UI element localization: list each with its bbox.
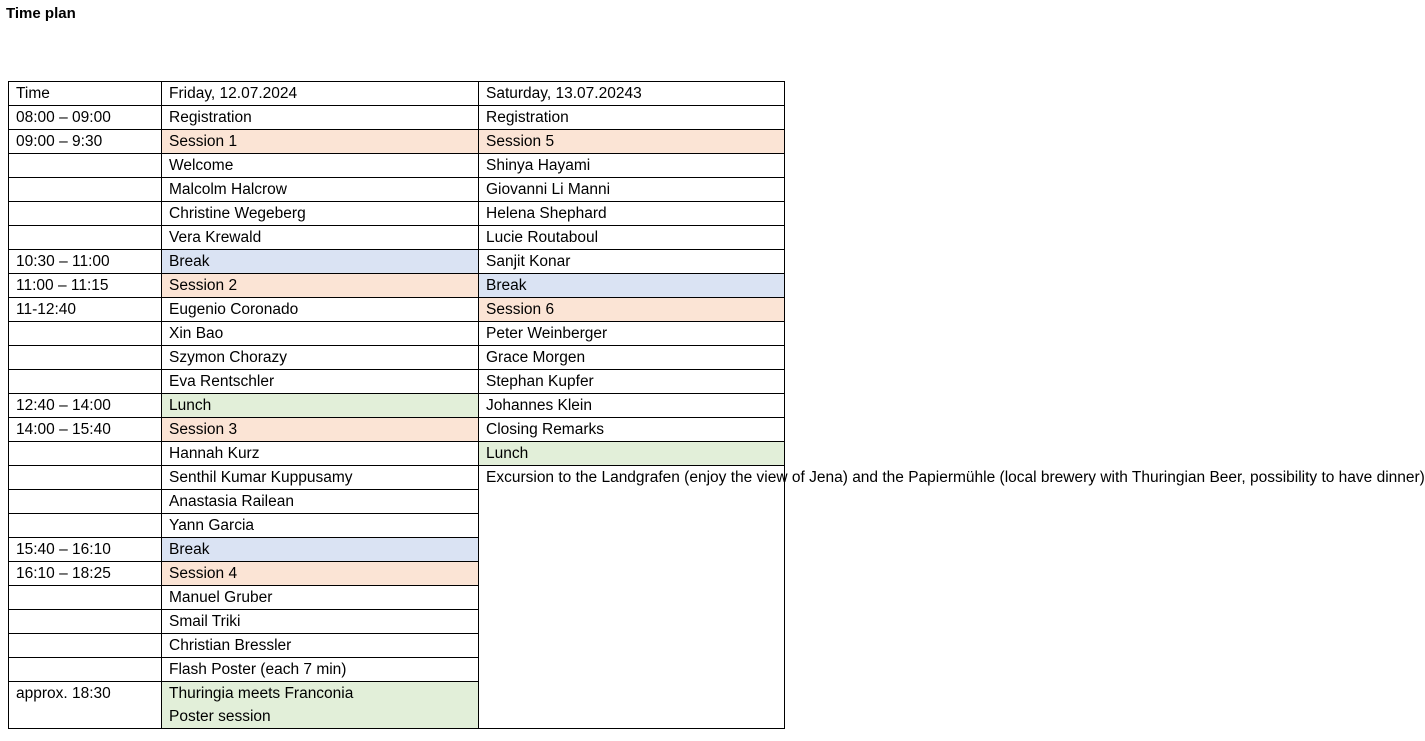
friday-cell: Manuel Gruber [162, 586, 479, 610]
time-cell: 11:00 – 11:15 [9, 274, 162, 298]
friday-cell: Malcolm Halcrow [162, 178, 479, 202]
friday-cell: Eugenio Coronado [162, 298, 479, 322]
time-cell [9, 514, 162, 538]
friday-session-cell: Session 3 [162, 418, 479, 442]
time-cell [9, 658, 162, 682]
time-cell [9, 490, 162, 514]
poster-line-1: Thuringia meets Franconia [169, 685, 354, 702]
time-cell [9, 226, 162, 250]
friday-break-cell: Break [162, 250, 479, 274]
poster-line-2: Poster session [169, 708, 271, 725]
friday-cell: Szymon Chorazy [162, 346, 479, 370]
time-cell: 15:40 – 16:10 [9, 538, 162, 562]
saturday-cell: Shinya Hayami [479, 154, 785, 178]
table-row [9, 322, 785, 346]
friday-cell: Xin Bao [162, 322, 479, 346]
time-cell [9, 634, 162, 658]
friday-cell: Vera Krewald [162, 226, 479, 250]
time-cell: 10:30 – 11:00 [9, 250, 162, 274]
time-cell: approx. 18:30 [9, 682, 162, 729]
table-row [9, 394, 785, 418]
table-row [9, 418, 785, 442]
time-cell [9, 466, 162, 490]
saturday-cell: Registration [479, 106, 785, 130]
saturday-session-cell: Session 6 [479, 298, 785, 322]
page-title: Time plan [6, 5, 76, 22]
saturday-cell: Grace Morgen [479, 346, 785, 370]
time-cell: 16:10 – 18:25 [9, 562, 162, 586]
header-time: Time [9, 82, 162, 106]
time-cell [9, 154, 162, 178]
friday-poster-cell [162, 682, 479, 729]
table-row [9, 202, 785, 226]
friday-cell: Christine Wegeberg [162, 202, 479, 226]
time-cell [9, 370, 162, 394]
friday-cell: Welcome [162, 154, 479, 178]
time-cell: 08:00 – 09:00 [9, 106, 162, 130]
friday-cell: Hannah Kurz [162, 442, 479, 466]
table-header-row [9, 82, 785, 106]
friday-session-cell: Session 4 [162, 562, 479, 586]
time-cell [9, 442, 162, 466]
table-row [9, 106, 785, 130]
friday-cell: Senthil Kumar Kuppusamy [162, 466, 479, 490]
friday-session-cell: Session 1 [162, 130, 479, 154]
friday-cell: Registration [162, 106, 479, 130]
table-row [9, 274, 785, 298]
table-row [9, 154, 785, 178]
table-row [9, 250, 785, 274]
friday-lunch-cell: Lunch [162, 394, 479, 418]
header-saturday: Saturday, 13.07.20243 [479, 82, 785, 106]
saturday-excursion-cell: Excursion to the Landgrafen (enjoy the view of Jena) and the Papiermühle (local brewery with Thuringian Beer, possibility to have dinner) [479, 466, 785, 729]
time-cell: 11-12:40 [9, 298, 162, 322]
time-cell [9, 586, 162, 610]
table-row [9, 298, 785, 322]
friday-cell: Yann Garcia [162, 514, 479, 538]
table-row [9, 130, 785, 154]
time-cell [9, 202, 162, 226]
time-cell [9, 178, 162, 202]
friday-cell: Smail Triki [162, 610, 479, 634]
time-cell [9, 322, 162, 346]
time-plan-table [8, 81, 1425, 729]
friday-cell: Eva Rentschler [162, 370, 479, 394]
friday-cell: Christian Bressler [162, 634, 479, 658]
header-friday: Friday, 12.07.2024 [162, 82, 479, 106]
table-row [9, 226, 785, 250]
saturday-cell: Stephan Kupfer [479, 370, 785, 394]
table-row [9, 178, 785, 202]
table-row [9, 370, 785, 394]
saturday-break-cell: Break [479, 274, 785, 298]
friday-session-cell: Session 2 [162, 274, 479, 298]
table-row [9, 346, 785, 370]
time-cell [9, 610, 162, 634]
table-row [9, 442, 785, 466]
friday-cell: Flash Poster (each 7 min) [162, 658, 479, 682]
saturday-cell: Lucie Routaboul [479, 226, 785, 250]
table-row [9, 466, 785, 490]
saturday-cell: Closing Remarks [479, 418, 785, 442]
saturday-cell: Johannes Klein [479, 394, 785, 418]
saturday-cell: Giovanni Li Manni [479, 178, 785, 202]
time-cell: 14:00 – 15:40 [9, 418, 162, 442]
saturday-cell: Sanjit Konar [479, 250, 785, 274]
friday-cell: Anastasia Railean [162, 490, 479, 514]
time-cell: 09:00 – 9:30 [9, 130, 162, 154]
saturday-cell: Helena Shephard [479, 202, 785, 226]
saturday-cell: Peter Weinberger [479, 322, 785, 346]
time-cell [9, 346, 162, 370]
saturday-lunch-cell: Lunch [479, 442, 785, 466]
saturday-session-cell: Session 5 [479, 130, 785, 154]
time-cell: 12:40 – 14:00 [9, 394, 162, 418]
friday-break-cell: Break [162, 538, 479, 562]
